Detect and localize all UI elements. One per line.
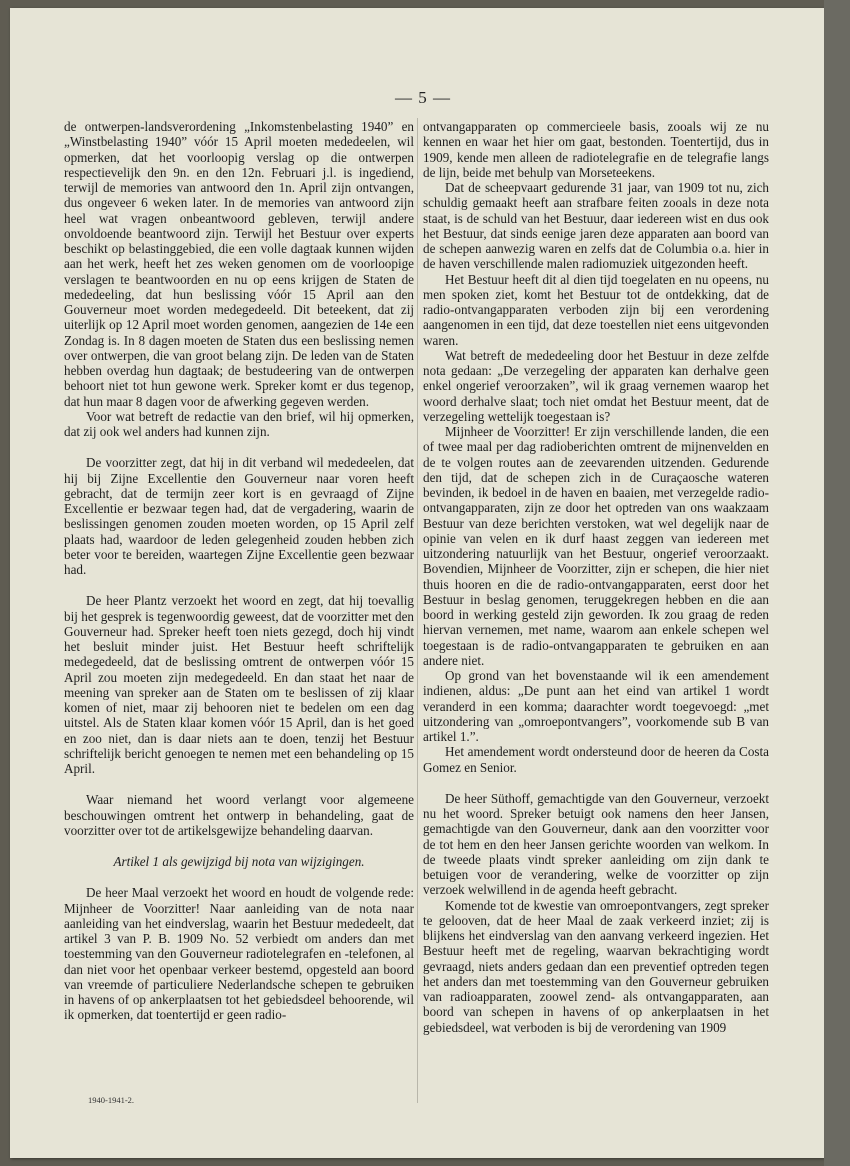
paragraph: Voor wat betreft de redactie van den brief, wil hij opmerken, dat zij ook wel anders had kunnen zijn. — [64, 408, 414, 439]
paragraph: Het amendement wordt ondersteund door de heeren da Costa Gomez en Senior. — [423, 744, 769, 775]
paragraph: de ontwerpen-landsverordening „Inkomstenbelasting 1940” en „Winstbelasting 1940” vóór 15 April moeten mededeelen, wil opmerken, dat het voorloopig verslag op die ontwerpen respectievelijk den 9n. en den 12n. Februari j.l. is ingediend, terwijl de memories van antwoord den 1n. April zijn ontvangen, dus ongeveer 6 weken later. In de memories van antwoord zijn heel wat vragen onbeantwoord gebleven, terwijl andere onvoldoende beantwoord zijn. Terwijl het Bestuur over experts beschikt op belastinggebied, die een volle dagtaak kunnen wijden aan het werk, heeft het zes weken genomen om de voorloopige verslagen te beantwoorden en nu op eens krijgen de Staten de mededeeling, dat hun beslissing vóór 15 April aan den Gouverneur moet worden medegedeeld. Dit beteekent, dat zij uiterlijk op 12 April moet worden genomen, aangezien de 14e een Zondag is. In 8 dagen moeten de Staten dus een beslissing nemen over ontwerpen, die van groot belang zijn. De leden van de Staten hebben overdag hun dagtaak; de bestudeering van de ontwerpen behoort niet tot hun gewone werk. Spreker komt er dus tegenop, dat hun maar 8 dagen voor de afwerking gegeven werden. — [64, 119, 414, 409]
paragraph: Mijnheer de Voorzitter! Er zijn verschillende landen, die een of twee maal per dag radioberichten omtrent de mijnenvelden en de te volgen routes aan de zeevarenden uitzenden. Gedurende den tijd, dat de schepen zich in de Curaçaosche wateren bevinden, ik bedoel in de haven en baaien, met verzegelde radio-ontvangapparaten, zijn ze door het optreden van ons waakzaam Bestuur van deze berichten verstoken, wat wel degelijk naar de opinie van velen en ik durf haast zeggen van iedereen met uitzondering natuurlijk van het Bestuur, ongerief veroorzaakt. Bovendien, Mijnheer de Voorzitter, zijn er schepen, die hier niet thuis hooren en die de radio-ontvangapparaten, eerst door het Bestuur in beslag genomen, teruggekregen hebben en die aan boord in werking gesteld zijn geworden. Ik zou graag de reden hiervan vernemen, met name, waarom aan enkele schepen wel toegestaan is de radio-ontvangapparaten te gebruiken en aan andere niet. — [423, 424, 769, 668]
paragraph: De heer Maal verzoekt het woord en houdt de volgende rede: Mijnheer de Voorzitter! Naar aanleiding van de nota naar aanleiding van het eindverslag, waarin het Bestuur mededeelt, dat artikel 3 van P. B. 1909 No. 52 verbiedt om anders dan met toestemming van den Gouverneur radiotelegrafen en -telefonen, al dan niet voor het openbaar verkeer bestemd, opgesteld aan boord van vreemde of particuliere Nederlandsche schepen te gebruiken in havens of op ankerplaatsen tot het gebiedsdeel behoorende, wil ik opmerken, dat toentertijd er geen radio- — [64, 885, 414, 1023]
paragraph: ontvangapparaten op commercieele basis, zooals wij ze nu kennen en waar het hier om gaat, bestonden. Toentertijd, dus in 1909, kende men alleen de radiotelegrafie en de telegrafie langs de lijn, beide met behulp van Morseteekens. — [423, 119, 769, 180]
page-number: — 5 — — [395, 88, 451, 107]
column-divider — [417, 118, 418, 1103]
paragraph: Op grond van het bovenstaande wil ik een amendement indienen, aldus: „De punt aan het eind van artikel 1 wordt veranderd in een komma; daarachter wordt toegevoegd: „met uitzondering van „omroepontvangers”, voorkomende sub B van artikel 1.”. — [423, 668, 769, 744]
paragraph: Wat betreft de mededeeling door het Bestuur in deze zelfde nota gedaan: „De verzegeling der apparaten kan derhalve geen enkel ongerief veroorzaken”, wil ik graag vernemen waarop het woord derhalve slaat; toch niet omdat het Bestuur meent, dat de verzegeling wettelijk toegestaan is? — [423, 347, 769, 424]
paragraph: De heer Plantz verzoekt het woord en zegt, dat hij toevallig bij het gesprek is tegenwoordig geweest, dat de voorzitter met den Gouverneur had. Spreker heeft toen niets gezegd, doch hij vindt het besluit minder juist. Het Bestuur heeft schriftelijk medegedeeld, dat de beslissing omtrent de ontwerpen vóór 15 April zou moeten zijn medegedeeld. En dan staat het naar de meening van spreker aan de Staten om te beslissen of zij klaar komen of niet, maar zij behooren niet te bedelen om een dag uitstel. Als de Staten klaar komen vóór 15 April, dan is het goed en zoo niet, dan is daar niets aan te doen, tenzij het Bestuur schriftelijk bericht genoegen te nemen met een behandeling op 15 April. — [64, 593, 414, 776]
paragraph: De heer Süthoff, gemachtigde van den Gouverneur, verzoekt nu het woord. Spreker betuigt ook namens den heer Jansen, gemachtigde van den Gouverneur, dank aan den voorzitter voor de tot hem en den heer Jansen gerichte woorden van welkom. In de tweede plaats vindt spreker aanleiding om zijn dank te betuigen voor de verandering, welke de voorzitter op zijn verzoek welwillend in de agenda heeft gebracht. — [423, 790, 769, 898]
paragraph: Het Bestuur heeft dit al dien tijd toegelaten en nu opeens, nu men spoken ziet, komt het Bestuur tot de ontdekking, dat de radio-ontvangapparaten verboden zijn bij een verordening aangenomen in een tijd, dat deze toestellen niet eens uitgevonden waren. — [423, 271, 769, 348]
paragraph: Komende tot de kwestie van omroepontvangers, zegt spreker te gelooven, dat de heer Maal de zaak verkeerd inziet; zij is blijkens het eindverslag van den aanvang verkeerd ingezien. Het Bestuur heeft met de regeling, waarvan bekrachtiging wordt gevraagd, niets anders gedaan dan een preventief optreden tegen het anders dan met toestemming van den Gouverneur gebruiken van radioapparaten, zoowel zend- als ontvangapparaten, aan boord van schepen in havens of op ankerplaatsen in het gebiedsdeel, wat verboden is bij de verordening van 1909 — [423, 897, 769, 1035]
right-column — [423, 119, 769, 1035]
paragraph: Dat de scheepvaart gedurende 31 jaar, van 1909 tot nu, zich schuldig gemaakt heeft aan strafbare feiten zooals in deze nota staat, is de schuld van het Bestuur, daar iedereen wist en dus ook het Bestuur, dat sinds eenige jaren deze apparaten aan boord van de schepen aanwezig waren en zelfs dat de Columbia o.a. hier in de haven verschillende malen radiomuziek uitgezonden heeft. — [423, 180, 769, 272]
paragraph: Waar niemand het woord verlangt voor algemeene beschouwingen omtrent het ontwerp in behandeling, gaat de voorzitter over tot de artikelsgewijze behandeling daarvan. — [64, 792, 414, 838]
article-heading: Artikel 1 als gewijzigd bij nota van wijzigingen. — [113, 854, 365, 869]
footer-code: 1940-1941-2. — [88, 1095, 135, 1105]
scan-edge — [824, 0, 850, 1166]
left-column — [64, 119, 414, 1023]
paragraph: De voorzitter zegt, dat hij in dit verband wil mededeelen, dat hij bij Zijne Excellentie den Gouverneur naar voren heeft gebracht, dat de termijn zeer kort is en gevraagd of Zijne Excellentie er bezwaar tegen had, dat de vergadering, waarin de beslissingen genomen zouden moeten worden, op 15 April zelf plaats had, waardoor de leden gelegenheid zouden hebben zich beter voor te bereiden, waartegen Zijne Excellentie geen bezwaar had. — [64, 455, 414, 577]
